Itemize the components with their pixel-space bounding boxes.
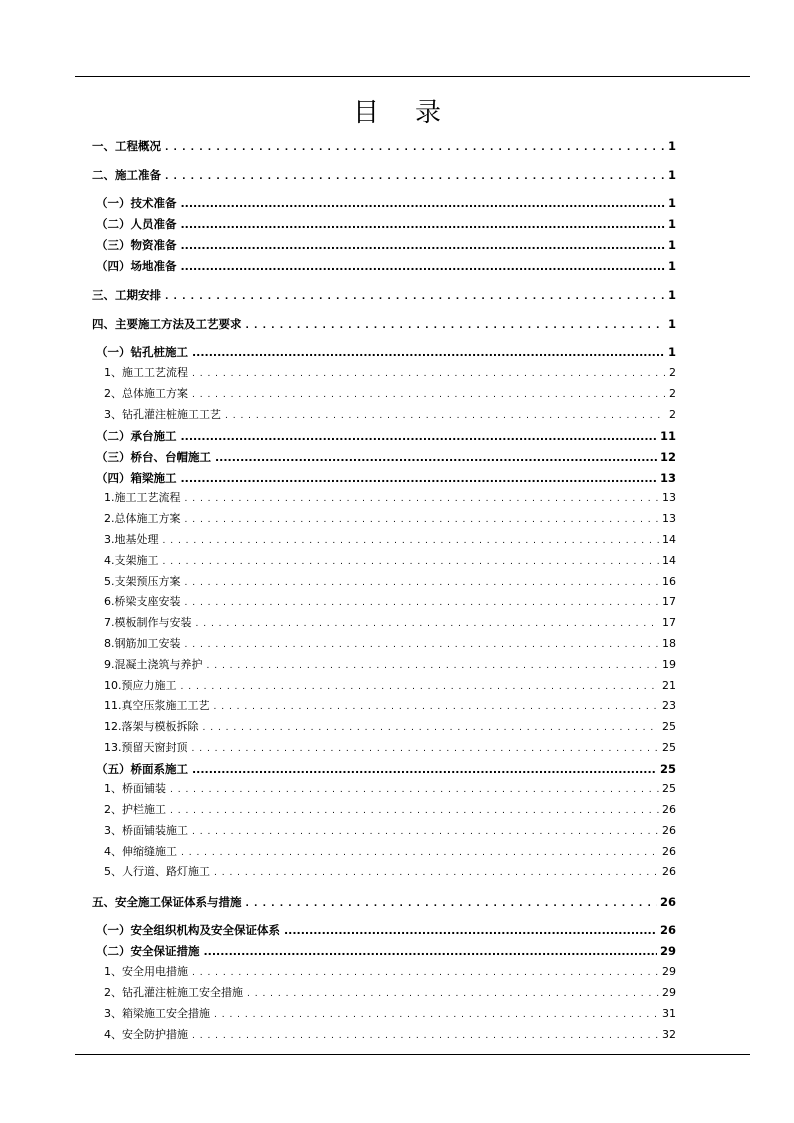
toc-entry-label: 五、安全施工保证体系与措施 (92, 895, 242, 909)
toc-entry-label: 4、安全防护措施 (104, 1028, 188, 1041)
toc-entry[interactable] (92, 315, 676, 331)
toc-leader-dots (207, 658, 660, 672)
toc-leader-dots (170, 782, 659, 796)
toc-entry-label: 三、工期安排 (92, 288, 161, 302)
toc-entry[interactable] (92, 166, 676, 182)
toc-entry-page-number: 26 (662, 865, 676, 878)
toc-entry-label: 12.落架与模板拆除 (104, 720, 199, 733)
toc-entry-label: 6.桥梁支座安装 (104, 595, 181, 608)
toc-entry[interactable] (104, 822, 676, 838)
toc-entry[interactable] (96, 215, 676, 231)
toc-leader-dots (185, 491, 660, 505)
toc-leader-dots (181, 845, 659, 859)
toc-entry[interactable] (104, 531, 676, 547)
toc-leader-dots (192, 387, 666, 401)
toc-leader-dots (247, 986, 659, 1000)
toc-leader-dots (170, 803, 659, 817)
toc-entry-label: 3、钻孔灌注桩施工工艺 (104, 408, 221, 421)
toc-entry[interactable] (96, 942, 676, 958)
toc-leader-dots (181, 196, 665, 210)
toc-entry-page-number: 14 (662, 533, 676, 546)
toc-entry-label: 1.施工工艺流程 (104, 491, 181, 504)
toc-entry-page-number: 2 (669, 387, 676, 400)
toc-entry-page-number: 23 (662, 699, 676, 712)
toc-entry[interactable] (104, 963, 676, 979)
toc-leader-dots (181, 679, 660, 693)
toc-entry-page-number: 12 (659, 450, 676, 464)
page-title (0, 92, 794, 129)
toc-entry[interactable] (104, 573, 676, 589)
toc-entry-page-number: 1 (667, 317, 676, 331)
toc-entry-label: 9.混凝土浇筑与养护 (104, 658, 203, 671)
toc-entry-page-number: 11 (659, 429, 676, 443)
toc-entry-page-number: 25 (662, 720, 676, 733)
toc-entry-label: （五）桥面系施工 (96, 762, 188, 776)
toc-entry-page-number: 26 (662, 803, 676, 816)
toc-entry[interactable] (96, 448, 676, 464)
toc-leader-dots (181, 429, 657, 443)
toc-entry-label: 2、护栏施工 (104, 803, 166, 816)
toc-entry-page-number: 1 (667, 217, 676, 231)
toc-entry[interactable] (104, 677, 676, 693)
toc-entry[interactable] (104, 552, 676, 568)
toc-entry-label: 3.地基处理 (104, 533, 159, 546)
toc-leader-dots (204, 944, 657, 958)
toc-entry-page-number: 17 (662, 616, 676, 629)
toc-entry[interactable] (96, 760, 676, 776)
toc-leader-dots (246, 317, 665, 331)
toc-leader-dots (181, 217, 665, 231)
toc-entry[interactable] (104, 656, 676, 672)
toc-leader-dots (181, 259, 665, 273)
toc-entry[interactable] (92, 137, 676, 153)
toc-entry-page-number: 26 (659, 895, 676, 909)
toc-leader-dots (192, 965, 659, 979)
toc-entry-page-number: 2 (669, 408, 676, 421)
toc-entry-label: 2.总体施工方案 (104, 512, 181, 525)
toc-entry-label: 10.预应力施工 (104, 679, 177, 692)
toc-entry-page-number: 1 (667, 259, 676, 273)
toc-entry-page-number: 26 (662, 845, 676, 858)
toc-entry[interactable] (104, 614, 676, 630)
toc-entry[interactable] (104, 843, 676, 859)
toc-entry[interactable] (96, 921, 676, 937)
toc-leader-dots (163, 533, 660, 547)
toc-entry-label: 二、施工准备 (92, 168, 161, 182)
toc-entry[interactable] (92, 286, 676, 302)
toc-entry-label: 4、伸缩缝施工 (104, 845, 177, 858)
toc-entry-page-number: 29 (659, 944, 676, 958)
toc-entry[interactable] (104, 1005, 676, 1021)
toc-entry-page-number: 1 (667, 345, 676, 359)
toc-entry-label: 一、工程概况 (92, 139, 161, 153)
toc-leader-dots (214, 1007, 659, 1021)
toc-entry-page-number: 25 (662, 741, 676, 754)
toc-entry-page-number: 13 (659, 471, 676, 485)
toc-entry[interactable] (96, 469, 676, 485)
toc-leader-dots (214, 865, 659, 879)
toc-entry-page-number: 1 (667, 139, 676, 153)
toc-entry-page-number: 32 (662, 1028, 676, 1041)
toc-entry[interactable] (104, 489, 676, 505)
toc-leader-dots (196, 616, 660, 630)
toc-entry-label: 11.真空压浆施工工艺 (104, 699, 210, 712)
toc-leader-dots (165, 288, 665, 302)
toc-entry-label: 8.钢筋加工安装 (104, 637, 181, 650)
toc-entry[interactable] (104, 510, 676, 526)
footer-rule (75, 1054, 750, 1055)
toc-leader-dots (165, 168, 665, 182)
toc-entry-page-number: 17 (662, 595, 676, 608)
toc-entry-label: 13.预留天窗封顶 (104, 741, 188, 754)
toc-entry-label: 3、箱梁施工安全措施 (104, 1007, 210, 1020)
toc-entry-label: 1、安全用电措施 (104, 965, 188, 978)
toc-entry-label: 1、施工工艺流程 (104, 366, 188, 379)
toc-entry-label: （二）安全保证措施 (96, 944, 200, 958)
title-char-2: 录 (415, 98, 442, 128)
toc-leader-dots (185, 637, 660, 651)
header-rule (75, 76, 750, 77)
toc-entry[interactable] (104, 364, 676, 380)
toc-leader-dots (165, 139, 665, 153)
toc-entry[interactable] (96, 194, 676, 210)
toc-leader-dots (192, 366, 666, 380)
toc-entry[interactable] (96, 257, 676, 273)
toc-entry-page-number: 19 (662, 658, 676, 671)
toc-entry-page-number: 25 (659, 762, 676, 776)
toc-leader-dots (215, 450, 657, 464)
toc-leader-dots (225, 408, 666, 422)
toc-entry-page-number: 1 (667, 238, 676, 252)
toc-entry[interactable] (92, 893, 676, 909)
toc-leader-dots (181, 238, 665, 252)
toc-entry[interactable] (104, 718, 676, 734)
toc-entry-page-number: 14 (662, 554, 676, 567)
toc-entry-page-number: 1 (667, 288, 676, 302)
toc-leader-dots (192, 762, 657, 776)
toc-leader-dots (192, 741, 660, 755)
toc-leader-dots (203, 720, 660, 734)
toc-entry-page-number: 26 (662, 824, 676, 837)
toc-entry-page-number: 29 (662, 965, 676, 978)
toc-entry-label: 3、桥面铺装施工 (104, 824, 188, 837)
toc-entry-page-number: 1 (667, 196, 676, 210)
toc-entry-page-number: 2 (669, 366, 676, 379)
toc-entry-page-number: 13 (662, 491, 676, 504)
toc-entry-page-number: 13 (662, 512, 676, 525)
toc-entry-page-number: 31 (662, 1007, 676, 1020)
toc-entry-label: 1、桥面铺装 (104, 782, 166, 795)
toc-entry-label: 7.模板制作与安装 (104, 616, 192, 629)
toc-entry[interactable] (104, 801, 676, 817)
toc-entry-label: （一）技术准备 (96, 196, 177, 210)
toc-leader-dots (246, 895, 657, 909)
toc-entry[interactable] (104, 739, 676, 755)
toc-entry-label: （二）承台施工 (96, 429, 177, 443)
toc-entry[interactable] (104, 593, 676, 609)
toc-entry[interactable] (104, 984, 676, 1000)
toc-entry[interactable] (104, 1026, 676, 1042)
toc-entry[interactable] (96, 236, 676, 252)
toc-entry-label: （三）物资准备 (96, 238, 177, 252)
toc-entry-label: 2、钻孔灌注桩施工安全措施 (104, 986, 243, 999)
toc-entry-page-number: 25 (662, 782, 676, 795)
toc-entry[interactable] (104, 780, 676, 796)
toc-entry[interactable] (104, 406, 676, 422)
toc-entry[interactable] (96, 427, 676, 443)
toc-entry-label: （一）钻孔桩施工 (96, 345, 188, 359)
toc-leader-dots (284, 923, 657, 937)
toc-entry-label: （四）场地准备 (96, 259, 177, 273)
toc-leader-dots (185, 512, 660, 526)
toc-entry-label: （四）箱梁施工 (96, 471, 177, 485)
toc-entry-label: 5.支架预压方案 (104, 575, 181, 588)
toc-leader-dots (185, 595, 660, 609)
toc-entry-label: （一）安全组织机构及安全保证体系 (96, 923, 280, 937)
toc-entry-page-number: 21 (662, 679, 676, 692)
toc-entry[interactable] (104, 635, 676, 651)
toc-leader-dots (163, 554, 660, 568)
toc-leader-dots (192, 345, 665, 359)
toc-entry[interactable] (104, 385, 676, 401)
toc-entry[interactable] (104, 697, 676, 713)
toc-entry[interactable] (104, 863, 676, 879)
toc-entry[interactable] (96, 343, 676, 359)
toc-leader-dots (181, 471, 657, 485)
toc-entry-page-number: 18 (662, 637, 676, 650)
toc-leader-dots (185, 575, 660, 589)
toc-entry-label: （三）桥台、台帽施工 (96, 450, 211, 464)
toc-leader-dots (192, 824, 659, 838)
title-char-1: 目 (352, 98, 379, 128)
toc-entry-page-number: 1 (667, 168, 676, 182)
toc-leader-dots (214, 699, 660, 713)
toc-entry-page-number: 16 (662, 575, 676, 588)
toc-leader-dots (192, 1028, 659, 1042)
toc-entry-label: 2、总体施工方案 (104, 387, 188, 400)
toc-entry-page-number: 26 (659, 923, 676, 937)
toc-entry-label: 四、主要施工方法及工艺要求 (92, 317, 242, 331)
toc-entry-page-number: 29 (662, 986, 676, 999)
toc-entry-label: （二）人员准备 (96, 217, 177, 231)
toc-entry-label: 5、人行道、路灯施工 (104, 865, 210, 878)
toc-entry-label: 4.支架施工 (104, 554, 159, 567)
